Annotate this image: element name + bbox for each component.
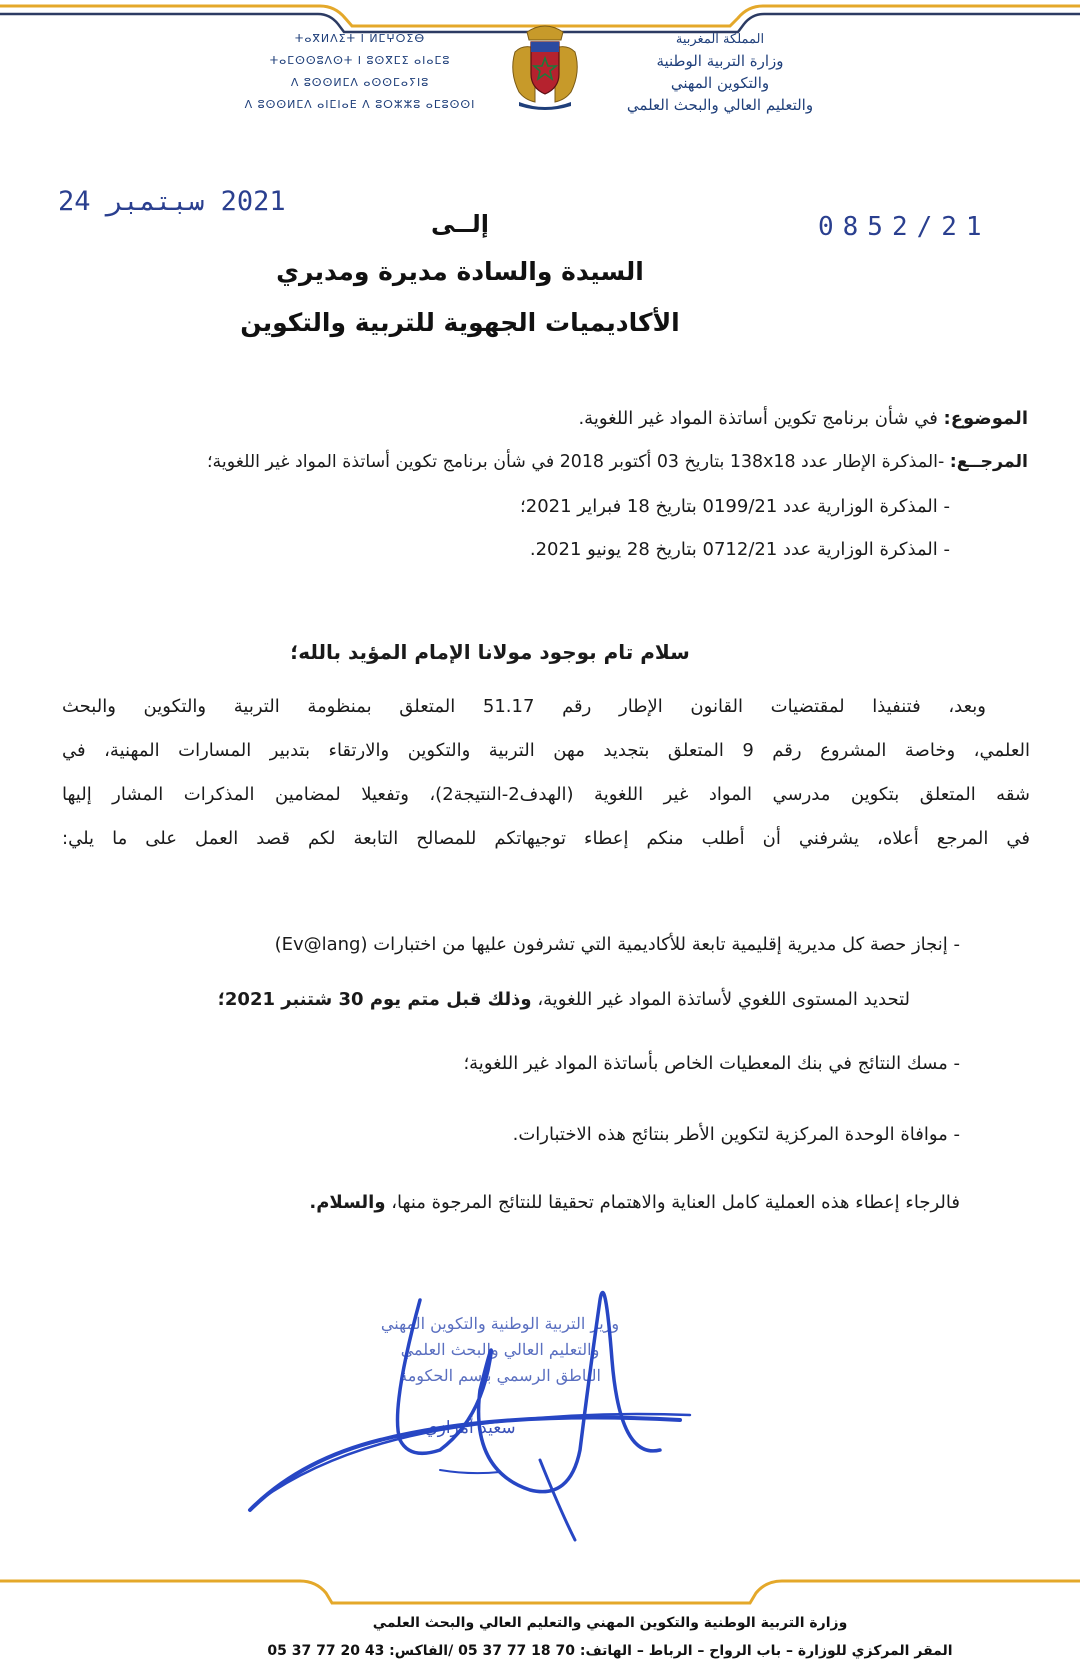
reference-first: -المذكرة الإطار عدد 138x18 بتاريخ 03 أكتوبر 2018 في شأن برنامج تكوين أساتذة المواد غير اللغوية؛ — [207, 452, 950, 472]
header-arabic — [590, 30, 850, 116]
addressee-to: إلــى — [431, 210, 489, 238]
paragraph-line: شقه المتعلق بتكوين مدرسي المواد غير اللغوية (الهدف2-النتيجة2)، وتفعيلا لمضامين المذكرات المشار إليها — [62, 784, 1031, 805]
action-item-1-deadline: وذلك قبل متم يوم 30 شتنبر 2021؛ — [217, 989, 532, 1010]
closing-text: فالرجاء إعطاء هذه العملية كامل العناية والاهتمام تحقيقا للنتائج المرجوة منها، — [385, 1192, 960, 1213]
tifinagh-line: ⴷ ⵓⵙⵙⵍⵎⴷ ⴰⵙⵙⵎⴰⵢⵏⵓ — [290, 76, 430, 89]
footer-address: المقر المركزي للوزارة – باب الرواح – الرباط – الهاتف: 70 18 77 37 05 /الفاكس: 43 20 77 37 05 — [267, 1643, 953, 1659]
subject-label: الموضوع: — [943, 408, 1028, 429]
paragraph-line: العلمي، وخاصة المشروع رقم 9 المتعلق بتجديد مهن التربية والتكوين والارتقاء بتدبير المسارات المهنية، في — [62, 740, 1031, 761]
action-item-2: - مسك النتائج في بنك المعطيات الخاص بأساتذة المواد غير اللغوية؛ — [463, 1053, 960, 1074]
kingdom-name: المملكة المغربية — [675, 32, 765, 47]
signature-stamp-line: والتعليم العالي والبحث العلمي — [400, 1340, 600, 1359]
tifinagh-line: ⵜⴰⴳⵍⴷⵉⵜ ⵏ ⵍⵎⵖⵔⵉⴱ — [294, 32, 426, 45]
action-item-3: - موافاة الوحدة المركزية لتكوين الأطر بنتائج هذه الاختبارات. — [512, 1124, 960, 1145]
footer-decorative-band — [0, 1573, 1080, 1613]
date-stamp: 2021 سبتمبر 24 — [58, 186, 286, 217]
tifinagh-line: ⵜⴰⵎⵙⵙⵓⴷⵙⵜ ⵏ ⵓⵙⴳⵎⵉ ⴰⵏⴰⵎⵓ — [269, 54, 451, 67]
ministry-line: والتكوين المهني — [670, 74, 770, 92]
reference-item: - المذكرة الوزارية عدد 0199/21 بتاريخ 18 فبراير 2021؛ — [520, 496, 950, 517]
body-paragraph — [62, 696, 1030, 872]
footer-ministry: وزارة التربية الوطنية والتكوين المهني والتعليم العالي والبحث العلمي — [372, 1615, 848, 1631]
signature-block — [240, 1300, 720, 1540]
addressee-line-1: السيدة والسادة مديرة ومديري — [276, 257, 644, 286]
signature-stamp-line: الناطق الرسمي باسم الحكومة — [399, 1366, 601, 1385]
reference-line — [48, 452, 1028, 472]
subject-text: في شأن برنامج تكوين أساتذة المواد غير اللغوية. — [578, 408, 944, 429]
header-tifinagh — [240, 28, 480, 116]
action-item-1-line-2 — [90, 989, 910, 1010]
addressee-line-2: الأكاديميات الجهوية للتربية والتكوين — [240, 308, 680, 337]
signature-stamp-line: وزير التربية الوطنية والتكوين المهني — [380, 1314, 620, 1333]
paragraph-line: في المرجع أعلاه، يشرفني أن أطلب منكم إعطاء توجيهاتكم للمصالح التابعة لكم قصد العمل على ما يلي: — [62, 828, 1030, 849]
handwritten-signature-icon — [240, 1210, 720, 1550]
action-item-1-regular: لتحديد المستوى اللغوي لأساتذة المواد غير اللغوية، — [531, 989, 910, 1010]
ministry-line: والتعليم العالي والبحث العلمي — [626, 96, 814, 114]
subject-line — [128, 408, 1028, 429]
tifinagh-line: ⴷ ⵓⵙⵙⵍⵎⴷ ⴰⵏⵎⵏⴰⴹ ⴷ ⵓⵔⵣⵣⵓ ⴰⵎⵓⵙⵙⵏ — [244, 98, 476, 111]
ministry-line: وزارة التربية الوطنية — [656, 52, 784, 70]
reference-number-stamp: 0852/21 — [818, 212, 991, 242]
paragraph-line: وبعد، فتنفيذا لمقتضيات القانون الإطار رقم 51.17 المتعلق بمنظومة التربية والتكوين والبحث — [62, 696, 986, 717]
closing-salutation: والسلام. — [309, 1192, 386, 1213]
greeting: سلام تام بوجود مولانا الإمام المؤيد بالله؛ — [290, 640, 690, 664]
signatory-name: سعيد أمزازي — [424, 1418, 516, 1438]
action-item-1-line-1: - إنجاز حصة كل مديرية إقليمية تابعة للأكاديمية التي تشرفون عليها من اختبارات (Ev@lang) — [274, 934, 960, 955]
reference-item: - المذكرة الوزارية عدد 0712/21 بتاريخ 28 يونيو 2021. — [529, 539, 950, 560]
royal-emblem-icon — [505, 22, 585, 110]
reference-label: المرجــع: — [949, 452, 1028, 472]
